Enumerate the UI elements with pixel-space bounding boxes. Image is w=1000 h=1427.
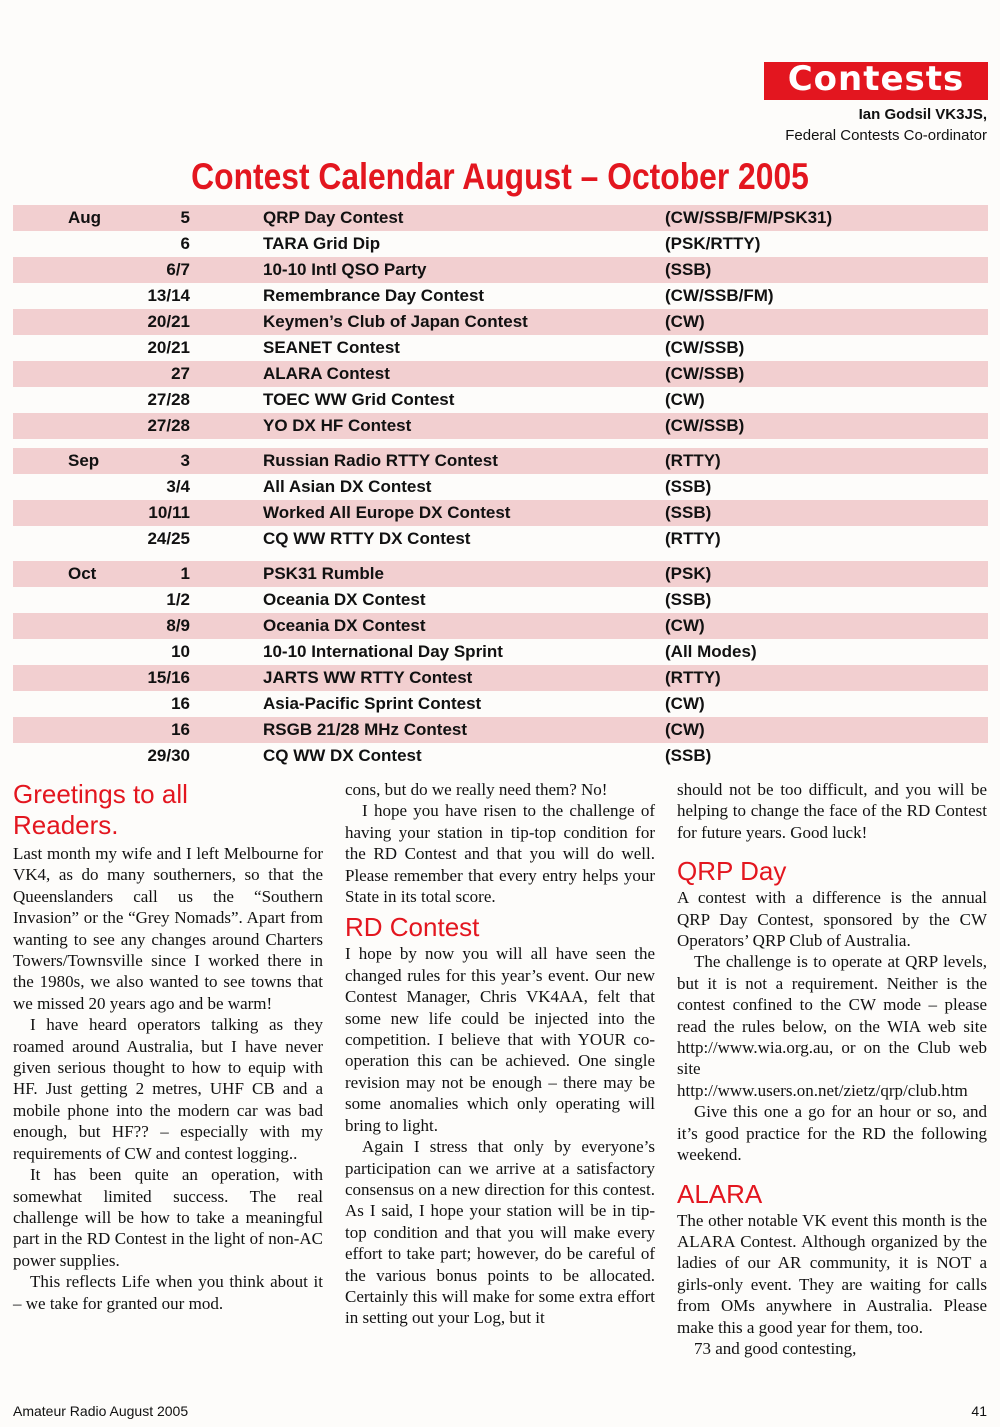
calendar-date: 27 [171, 364, 190, 383]
calendar-date: 20/21 [147, 338, 190, 357]
rd-contest-paragraph: I hope by now you will all have seen the changed rules for this year’s event. Our new Contest Manager, Chris VK4AA, felt that some new life could be injected into the competition. I believe that with YOUR co-operation this can be achieved. One single revision may not be enough – there may be some anomalies which only operating will bring to light. [345, 944, 655, 1135]
calendar-contest-name: TOEC WW Grid Contest [263, 390, 455, 409]
calendar-date: 6 [180, 234, 190, 253]
calendar-mode: (PSK) [665, 564, 712, 583]
calendar-mode: (CW/SSB/FM) [665, 286, 774, 305]
calendar-date: 1 [180, 564, 190, 583]
calendar-date: 15/16 [147, 668, 190, 687]
calendar-contest-name: CQ WW RTTY DX Contest [263, 529, 471, 548]
calendar-contest-name: YO DX HF Contest [263, 416, 412, 435]
calendar-date: 16 [171, 720, 190, 739]
calendar-date: 24/25 [147, 529, 190, 548]
calendar-date: 3/4 [166, 477, 190, 496]
calendar-mode: (CW/SSB) [665, 338, 745, 357]
column-3 [677, 779, 987, 1359]
rd-contest-heading: RD Contest [345, 912, 480, 943]
greetings-heading-line2: Readers. [13, 810, 119, 840]
calendar-date: 29/30 [147, 746, 190, 765]
calendar-mode: (SSB) [665, 260, 712, 279]
calendar-date: 16 [171, 694, 190, 713]
calendar-row [13, 474, 988, 500]
greetings-paragraph: I hope you have risen to the challenge of having your station in tip-top condition for the RD Contest and that you will do well. Please remember that every entry helps your State in its total score. [345, 801, 655, 907]
calendar-contest-name: RSGB 21/28 MHz Contest [263, 720, 468, 739]
qrp-day-paragraph: The challenge is to operate at QRP levels, but it is not a requirement. Neither is the contest confined to the CW mode – please read the rules below, on the WIA web site http://www.wia.org.au, or on the Club web site http://www.users.on.net/zietz/qrp/club.htm [677, 952, 987, 1100]
calendar-mode: (RTTY) [665, 451, 721, 470]
calendar-contest-name: Asia-Pacific Sprint Contest [263, 694, 482, 713]
calendar-mode: (RTTY) [665, 668, 721, 687]
greetings-paragraph: cons, but do we really need them? No! [345, 780, 608, 799]
calendar-mode: (CW/SSB) [665, 416, 745, 435]
calendar-contest-name: 10-10 International Day Sprint [263, 642, 503, 661]
calendar-contest-name: Keymen’s Club of Japan Contest [263, 312, 528, 331]
greetings-heading-line1: Greetings to all [13, 779, 188, 809]
calendar-date: 8/9 [166, 616, 190, 635]
calendar-row [13, 283, 988, 309]
calendar-row [13, 639, 988, 665]
calendar-mode: (CW) [665, 720, 705, 739]
calendar-mode: (RTTY) [665, 529, 721, 548]
calendar-mode: (All Modes) [665, 642, 757, 661]
calendar-date: 20/21 [147, 312, 190, 331]
calendar-contest-name: Worked All Europe DX Contest [263, 503, 511, 522]
calendar-contest-name: QRP Day Contest [263, 208, 404, 227]
calendar-row [13, 309, 988, 335]
greetings-paragraph: I have heard operators talking as they roamed around Australia, but I have never given serious thought to how to equip with HF. Just getting 2 metres, UHF CB and a mobile phone into the modern car was bad enough, but HF?? – especially with my requirements of CW and contest logging.. [13, 1015, 323, 1163]
calendar-row [13, 231, 988, 257]
calendar-mode: (CW/SSB/FM/PSK31) [665, 208, 833, 227]
calendar-contest-name: Remembrance Day Contest [263, 286, 485, 305]
byline [785, 104, 987, 146]
calendar-row [13, 613, 988, 639]
calendar-contest-name: SEANET Contest [263, 338, 400, 357]
calendar-date: 6/7 [166, 260, 190, 279]
greetings-paragraph: This reflects Life when you think about it – we take for granted our mod. [13, 1272, 323, 1313]
calendar-date: 27/28 [147, 416, 190, 435]
rd-contest-paragraph: should not be too difficult, and you will be helping to change the face of the RD Contest for future years. Good luck! [677, 780, 987, 842]
calendar-mode: (SSB) [665, 590, 712, 609]
qrp-day-heading: QRP Day [677, 856, 787, 887]
calendar-mode: (SSB) [665, 746, 712, 765]
greetings-heading [13, 779, 323, 841]
column-2 [345, 779, 655, 1329]
contest-calendar-table [13, 205, 988, 769]
footer-page-number: 41 [971, 1403, 987, 1419]
calendar-row [13, 257, 988, 283]
author-role: Federal Contests Co-ordinator [785, 127, 987, 144]
alara-paragraph: The other notable VK event this month is the ALARA Contest. Although organized by the ladies of our AR community, it is NOT a girls-only event. They are waiting for calls from OMs anywhere in Australia. Please make this a good year for them, too. [677, 1210, 987, 1337]
calendar-row [13, 665, 988, 691]
calendar-contest-name: PSK31 Rumble [263, 564, 384, 583]
calendar-contest-name: ALARA Contest [263, 364, 390, 383]
calendar-month: Aug [68, 208, 102, 227]
qrp-day-paragraph: A contest with a difference is the annual QRP Day Contest, sponsored by the CW Operators’ QRP Club of Australia. [677, 888, 987, 951]
calendar-contest-name: Russian Radio RTTY Contest [263, 451, 498, 470]
calendar-row [13, 448, 988, 474]
calendar-contest-name: CQ WW DX Contest [263, 746, 422, 765]
greetings-paragraph: Last month my wife and I left Melbourne for VK4, as do many southerners, so that the Queenslanders call us the “Southern Invasion” or the “Grey Nomads”. Apart from wanting to see any changes around Charters Towers/Townsville since I worked there in the 1980s, we also wanted to see towns that we missed 20 years ago and be warm! [13, 844, 323, 1013]
calendar-month: Sep [68, 451, 100, 470]
author-name: Ian Godsil VK3JS, [858, 106, 987, 123]
calendar-date: 3 [180, 451, 190, 470]
column-1 [13, 779, 323, 1314]
calendar-date: 10 [171, 642, 190, 661]
calendar-row [13, 387, 988, 413]
calendar-row [13, 717, 988, 743]
calendar-row [13, 561, 988, 587]
calendar-row [13, 587, 988, 613]
calendar-date: 13/14 [147, 286, 190, 305]
calendar-mode: (CW/SSB) [665, 364, 745, 383]
calendar-mode: (SSB) [665, 477, 712, 496]
calendar-mode: (CW) [665, 694, 705, 713]
calendar-month: Oct [68, 564, 97, 583]
calendar-mode: (CW) [665, 390, 705, 409]
calendar-row [13, 691, 988, 717]
qrp-day-paragraph: Give this one a go for an hour or so, and it’s good practice for the RD the following weekend. [677, 1102, 987, 1165]
calendar-mode: (PSK/RTTY) [665, 234, 761, 253]
calendar-mode: (CW) [665, 312, 705, 331]
greetings-paragraph: It has been quite an operation, with somewhat limited success. The real challenge will be how to take a meaningful part in the RD Contest in the light of non-AC power supplies. [13, 1165, 323, 1270]
calendar-mode: (SSB) [665, 503, 712, 522]
calendar-date: 5 [180, 208, 190, 227]
calendar-title: Contest Calendar August – October 2005 [191, 156, 809, 197]
calendar-contest-name: All Asian DX Contest [263, 477, 432, 496]
calendar-row [13, 205, 988, 231]
calendar-row [13, 361, 988, 387]
alara-heading: ALARA [677, 1178, 763, 1209]
calendar-row [13, 526, 988, 552]
calendar-date: 10/11 [148, 503, 190, 522]
calendar-contest-name: Oceania DX Contest [263, 590, 426, 609]
calendar-date: 1/2 [166, 590, 190, 609]
calendar-contest-name: 10-10 Intl QSO Party [263, 260, 427, 279]
calendar-date: 27/28 [147, 390, 190, 409]
calendar-row [13, 500, 988, 526]
calendar-row [13, 743, 988, 769]
rd-contest-paragraph: Again I stress that only by everyone’s participation can we arrive at a satisfactory consensus on a new direction for this contest. As I said, I hope your station will be in tip-top condition and that you will make every effort to take part; however, do be careful of the various bonus points to be allocated. Certainly this will make for some extra effort in setting out your Log, but it [345, 1137, 655, 1328]
calendar-row [13, 335, 988, 361]
calendar-contest-name: JARTS WW RTTY Contest [263, 668, 473, 687]
calendar-contest-name: Oceania DX Contest [263, 616, 426, 635]
calendar-contest-name: TARA Grid Dip [263, 234, 381, 253]
footer-publication: Amateur Radio August 2005 [13, 1403, 189, 1419]
calendar-row [13, 413, 988, 439]
calendar-mode: (CW) [665, 616, 705, 635]
section-title: Contests [787, 59, 965, 99]
alara-paragraph: 73 and good contesting, [694, 1338, 857, 1358]
